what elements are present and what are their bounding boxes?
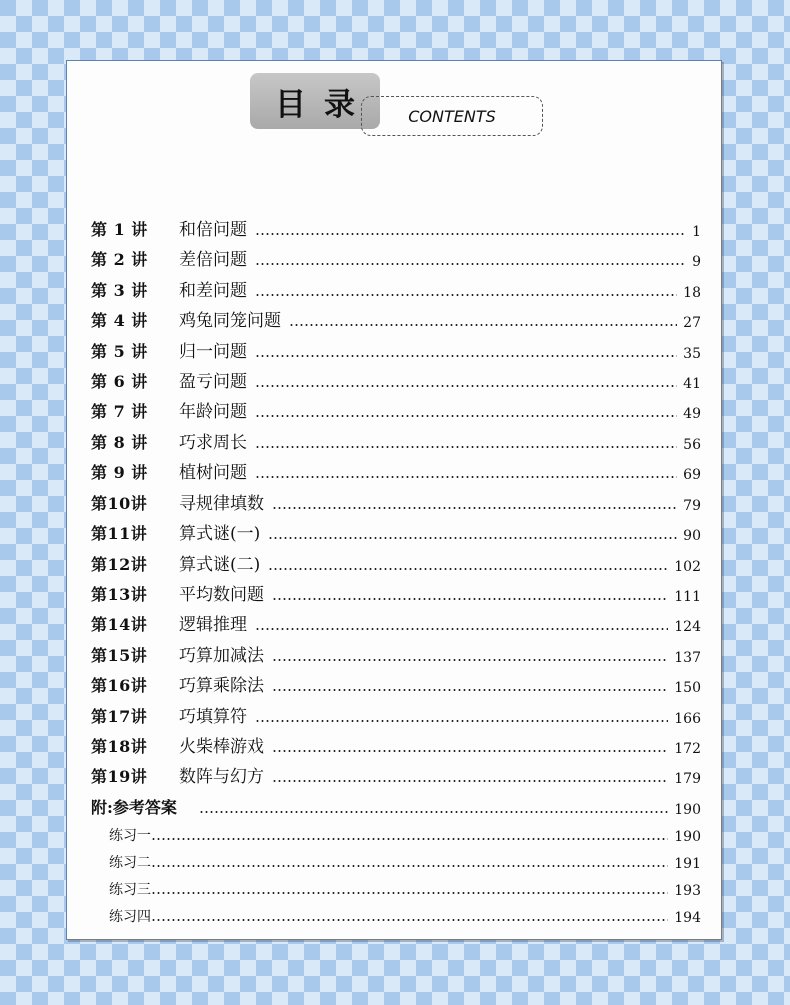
dot-leader: [255, 446, 677, 448]
lecture-title: 植树问题: [179, 463, 247, 483]
page-number: 1: [692, 224, 701, 240]
toc-entry-appendix[interactable]: [91, 794, 701, 818]
lecture-title: 平均数问题: [179, 585, 264, 605]
dot-leader: [255, 294, 677, 296]
page-number: 56: [683, 437, 701, 453]
lecture-title: 数阵与幻方: [179, 767, 264, 787]
lecture-number: 第 2 讲: [91, 250, 148, 269]
toc-entry[interactable]: [91, 642, 701, 666]
dot-leader: [272, 780, 668, 782]
toc-entry[interactable]: [91, 581, 701, 605]
lecture-title: 归一问题: [179, 342, 247, 362]
page-number: 190: [674, 802, 701, 818]
dot-leader: [151, 892, 668, 894]
dot-leader: [255, 385, 677, 387]
toc-entry[interactable]: [91, 216, 701, 240]
dot-leader: [255, 355, 677, 357]
page-number: 150: [674, 680, 701, 696]
page-number: 179: [674, 771, 701, 787]
toc-subentry[interactable]: [109, 850, 701, 872]
toc-entry[interactable]: [91, 611, 701, 635]
page-number: 79: [683, 498, 701, 514]
page-number: 9: [692, 254, 701, 270]
toc-entry[interactable]: [91, 277, 701, 301]
dot-leader: [151, 838, 668, 840]
dot-leader: [272, 750, 668, 752]
page-number: 102: [674, 559, 701, 575]
page-number: 27: [683, 315, 701, 331]
toc-entry[interactable]: [91, 703, 701, 727]
page-number: 111: [674, 589, 701, 605]
toc-entry[interactable]: [91, 398, 701, 422]
dot-leader: [255, 476, 677, 478]
lecture-number: 第16讲: [91, 676, 148, 695]
exercise-title: 练习三: [109, 882, 151, 898]
lecture-title: 盈亏问题: [179, 372, 247, 392]
lecture-title: 和差问题: [179, 281, 247, 301]
lecture-title: 算式谜(一): [179, 524, 261, 544]
lecture-title: 算式谜(二): [179, 555, 261, 575]
lecture-number: 第14讲: [91, 615, 148, 634]
dot-leader: [272, 689, 668, 691]
lecture-number: 第15讲: [91, 646, 148, 665]
toc-entry[interactable]: [91, 338, 701, 362]
page-number: 193: [674, 883, 701, 899]
toc-entry[interactable]: [91, 429, 701, 453]
toc-entry[interactable]: [91, 307, 701, 331]
lecture-title: 鸡兔同笼问题: [179, 311, 281, 331]
dot-leader: [289, 324, 677, 326]
lecture-title: 年龄问题: [179, 402, 247, 422]
page-number: 41: [683, 376, 701, 392]
lecture-number: 第 1 讲: [91, 220, 148, 239]
book-page: [66, 60, 722, 940]
toc-subentry[interactable]: [109, 877, 701, 899]
toc-subentry[interactable]: [109, 823, 701, 845]
dot-leader: [255, 263, 685, 265]
exercise-title: 练习一: [109, 828, 151, 844]
lecture-number: 第 7 讲: [91, 402, 148, 421]
lecture-number: 第 8 讲: [91, 433, 148, 452]
exercise-title: 练习二: [109, 855, 151, 871]
dot-leader: [272, 659, 668, 661]
dot-leader: [272, 507, 677, 509]
lecture-number: 第19讲: [91, 767, 148, 786]
dot-leader: [255, 415, 677, 417]
lecture-title: 巧算乘除法: [179, 676, 264, 696]
lecture-title: 逻辑推理: [179, 615, 247, 635]
dot-leader: [268, 568, 668, 570]
toc-entry[interactable]: [91, 733, 701, 757]
toc-entry[interactable]: [91, 763, 701, 787]
page-number: 49: [683, 406, 701, 422]
toc-entry[interactable]: [91, 246, 701, 270]
toc-entry[interactable]: [91, 551, 701, 575]
toc-entry[interactable]: [91, 368, 701, 392]
page-number: 172: [674, 741, 701, 757]
exercise-title: 练习四: [109, 909, 151, 925]
lecture-number: 第10讲: [91, 494, 148, 513]
lecture-title: 巧算加减法: [179, 646, 264, 666]
lecture-number: 第18讲: [91, 737, 148, 756]
lecture-number: 第 6 讲: [91, 372, 148, 391]
page-number: 35: [683, 346, 701, 362]
toc-entry[interactable]: [91, 520, 701, 544]
page-number: 191: [674, 856, 701, 872]
lecture-number: 第13讲: [91, 585, 148, 604]
lecture-title: 寻规律填数: [179, 494, 264, 514]
page-number: 190: [674, 829, 701, 845]
dot-leader: [151, 865, 668, 867]
page-number: 166: [674, 711, 701, 727]
dot-leader: [272, 598, 668, 600]
dot-leader: [199, 811, 668, 813]
dot-leader: [255, 233, 685, 235]
lecture-title: 和倍问题: [179, 220, 247, 240]
lecture-title: 巧求周长: [179, 433, 247, 453]
lecture-number: 第17讲: [91, 707, 148, 726]
toc-subentry[interactable]: [109, 904, 701, 926]
lecture-title: 火柴棒游戏: [179, 737, 264, 757]
page-number: 90: [683, 528, 701, 544]
toc-entry[interactable]: [91, 672, 701, 696]
toc-entry[interactable]: [91, 459, 701, 483]
dot-leader: [255, 720, 668, 722]
page-subtitle: CONTENTS: [408, 106, 496, 126]
lecture-number: 第11讲: [91, 524, 148, 543]
lecture-title: 差倍问题: [179, 250, 247, 270]
lecture-number: 第 5 讲: [91, 342, 148, 361]
page-number: 194: [674, 910, 701, 926]
page-number: 124: [674, 619, 701, 635]
subtitle-box: [361, 96, 543, 136]
dot-leader: [255, 628, 668, 630]
toc-entry[interactable]: [91, 490, 701, 514]
lecture-number: 第 4 讲: [91, 311, 148, 330]
page-number: 18: [683, 285, 701, 301]
dot-leader: [268, 537, 677, 539]
page-number: 137: [674, 650, 701, 666]
lecture-title: 巧填算符: [179, 707, 247, 727]
dot-leader: [151, 919, 668, 921]
page-title: 目录: [275, 86, 373, 123]
lecture-number: 第12讲: [91, 555, 148, 574]
appendix-title: 附:参考答案: [91, 798, 177, 817]
page-number: 69: [683, 467, 701, 483]
lecture-number: 第 9 讲: [91, 463, 148, 482]
lecture-number: 第 3 讲: [91, 281, 148, 300]
